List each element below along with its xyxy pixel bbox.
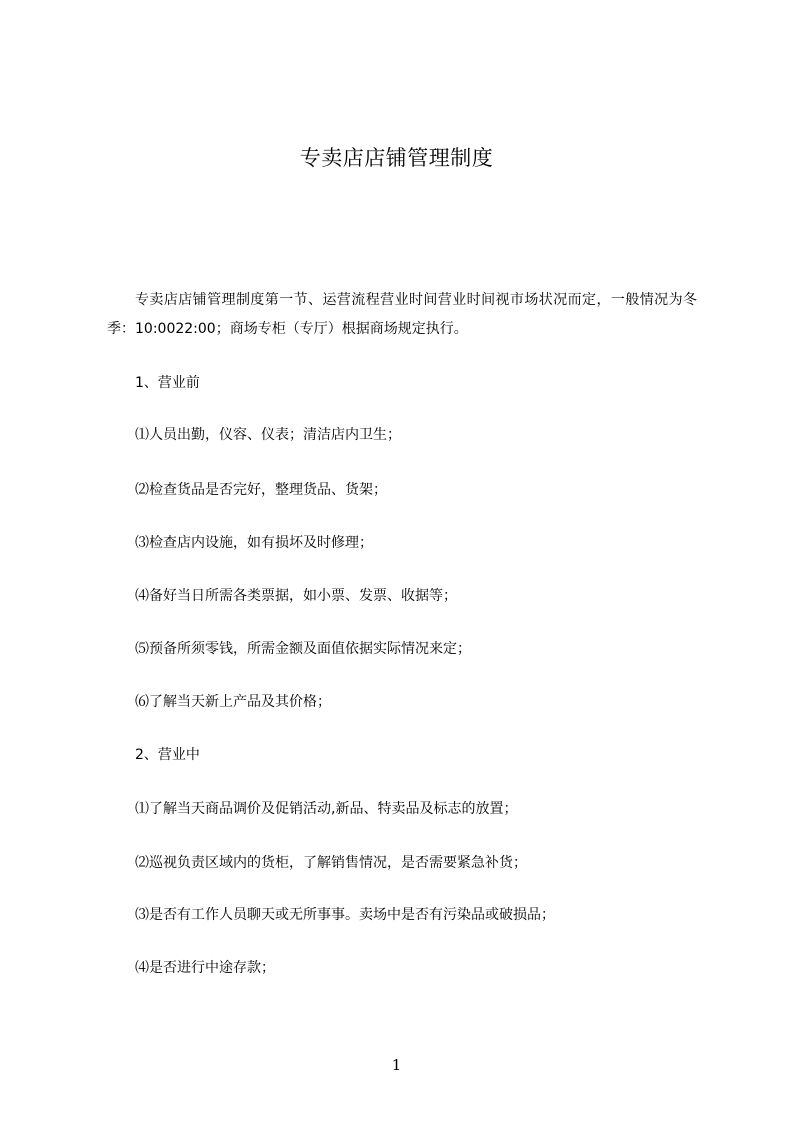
list-item: ⑷是否进行中途存款； — [135, 960, 275, 976]
section-heading-before-business: 1、营业前 — [135, 375, 200, 391]
list-item: ⑴了解当天商品调价及促销活动,新品、特卖品及标志的放置； — [135, 801, 518, 817]
list-item: ⑴人员出勤，仪容、仪表；清洁店内卫生； — [135, 427, 401, 443]
list-item: ⑶检查店内设施，如有损坏及时修理； — [135, 535, 373, 551]
list-item: ⑵检查货品是否完好，整理货品、货架； — [135, 482, 387, 498]
section-heading-during-business: 2、营业中 — [135, 747, 200, 763]
list-item: ⑶是否有工作人员聊天或无所事事。卖场中是否有污染品或破损品； — [135, 907, 555, 923]
intro-paragraph: 专卖店店铺管理制度第一节、运营流程营业时间营业时间视市场状况而定，一般情况为冬季：10:0022:00；商场专柜（专厅）根据商场规定执行。 — [107, 292, 697, 337]
document-title: 专卖店店铺管理制度 — [299, 146, 494, 170]
list-item: ⑸预备所须零钱，所需金额及面值依据实际情况来定； — [135, 641, 471, 657]
list-item: ⑷备好当日所需各类票据，如小票、发票、收据等； — [135, 588, 457, 604]
list-item: ⑵巡视负责区域内的货柜，了解销售情况，是否需要紧急补货； — [135, 855, 527, 871]
list-item: ⑹了解当天新上产品及其价格； — [135, 694, 331, 710]
page-number: 1 — [391, 1056, 402, 1074]
